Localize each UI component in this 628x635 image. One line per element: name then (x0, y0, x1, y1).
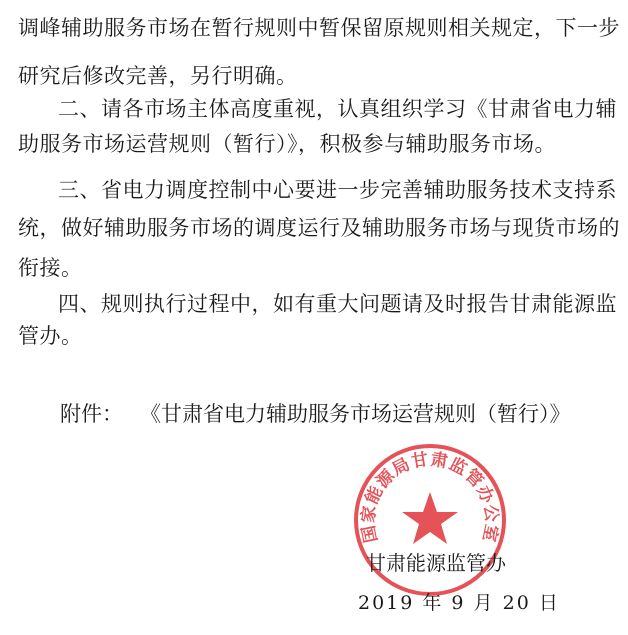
issue-date: 2019 年 9 月 20 日 (358, 592, 560, 614)
seal-text: 国家能源局甘肃监管办公室 (358, 449, 502, 545)
attachment-label: 附件： (60, 402, 123, 426)
body-line-1: 调峰辅助服务市场在暂行规则中暂保留原规则相关规定，下一步 (18, 16, 620, 40)
body-line-7: 衔接。 (18, 256, 83, 280)
body-line-8: 四、规则执行过程中，如有重大问题请及时报告甘肃能源监 (58, 292, 617, 316)
issuing-organization: 甘肃能源监管办 (366, 551, 506, 575)
attachment-title: 《甘肃省电力辅助服务市场运营规则（暂行）》 (140, 402, 571, 426)
body-line-9: 管办。 (18, 324, 83, 348)
attachment-line (60, 400, 571, 428)
body-line-6: 统，做好辅助服务市场的调度运行及辅助服务市场与现货市场的 (18, 216, 620, 240)
official-seal-icon (350, 440, 510, 600)
body-line-2: 研究后修改完善，另行明确。 (18, 64, 298, 88)
seal-star-icon (402, 492, 458, 544)
body-line-5: 三、省电力调度控制中心要进一步完善辅助服务技术支持系 (58, 178, 617, 202)
body-line-4: 助服务市场运营规则（暂行）》，积极参与辅助服务市场。 (18, 132, 556, 156)
body-line-3: 二、请各市场主体高度重视，认真组织学习《甘肃省电力辅 (58, 97, 617, 121)
